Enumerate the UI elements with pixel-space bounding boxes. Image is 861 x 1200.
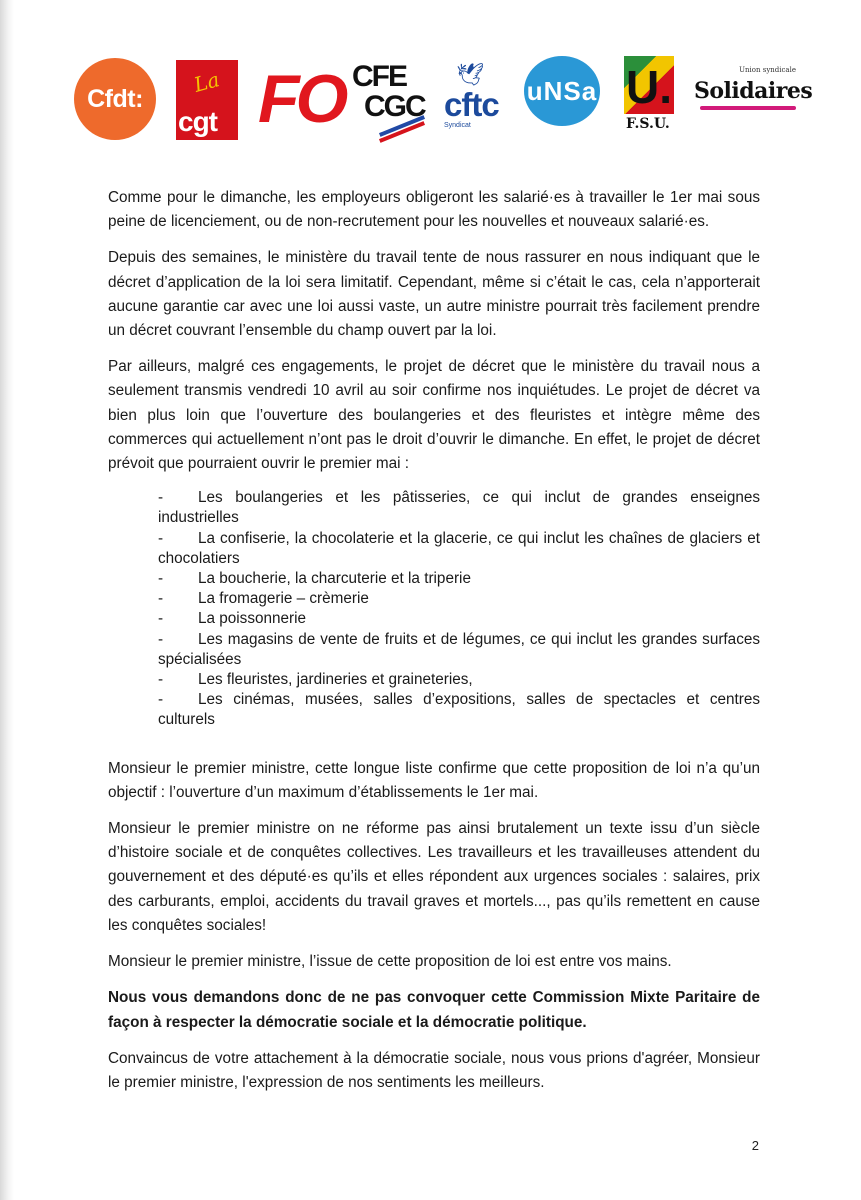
page-number: 2 — [751, 1138, 759, 1153]
paragraph-6: Monsieur le premier ministre, l’issue de cette proposition de loi est entre vos mains. — [108, 953, 672, 971]
list-dash: - — [158, 610, 164, 628]
dove-icon: 🕊 — [456, 62, 484, 87]
cftc-logo — [444, 60, 516, 140]
cfe-cgc-logo — [350, 54, 428, 134]
fsu-logo-mark: U. — [624, 56, 674, 114]
list-item — [158, 569, 760, 589]
demand-text: Nous vous demandons donc de ne pas convoquer cette Commission Mixte Paritaire de façon à respecter la démocratie sociale et la démocratie politique. — [108, 989, 760, 1031]
fsu-logo-text: F.S.U. — [626, 116, 670, 132]
cgt-logo-text: cgt — [178, 106, 217, 137]
cfdt-logo-text: Cfdt: — [87, 84, 143, 113]
union-logos-row — [72, 52, 813, 147]
cfe-logo-line2: CGC — [364, 90, 425, 123]
cfdt-logo — [74, 58, 156, 140]
solidaires-logo — [694, 66, 813, 126]
fsu-logo — [620, 56, 678, 140]
list-dash: - — [158, 671, 164, 689]
list-dash: - — [158, 691, 164, 709]
list-item — [158, 670, 760, 690]
list-item — [158, 609, 760, 629]
list-item — [158, 690, 760, 730]
list-dash: - — [158, 570, 164, 588]
unsa-logo-text: uNSa — [526, 75, 598, 106]
solidaires-logo-bar — [700, 106, 796, 110]
unsa-logo — [524, 56, 600, 126]
cgt-logo-la: La — [191, 67, 222, 97]
establishments-list — [158, 488, 760, 730]
list-dash: - — [158, 529, 164, 547]
list-item-text: Les boulangeries et les pâtisseries, ce qui inclut de grandes enseignes industrielles — [158, 489, 760, 527]
list-item — [158, 488, 760, 528]
paragraph-7-demand — [108, 986, 760, 1034]
list-item-text: La fromagerie – crèmerie — [198, 590, 369, 608]
paragraph-1: Comme pour le dimanche, les employeurs obligeront les salarié·es à travailler le 1er mai sous peine de licenciement, ou de non-recrutement pour les nouvelles et nouveaux salarié·es. — [108, 189, 760, 231]
list-dash: - — [158, 630, 164, 648]
cgt-logo — [176, 60, 238, 140]
list-item-text: La poissonnerie — [198, 610, 307, 628]
list-item-text: La confiserie, la chocolaterie et la glacerie, ce qui inclut les chaînes de glaciers et chocolatiers — [158, 529, 760, 567]
letter-body — [108, 186, 760, 1095]
solidaires-logo-text: Solidaires — [694, 78, 813, 104]
list-item — [158, 630, 760, 670]
fo-logo — [258, 56, 345, 142]
list-item-text: Les cinémas, musées, salles d’expositions, salles de spectacles et centres culturels — [158, 691, 760, 729]
paragraph-5: Monsieur le premier ministre on ne réforme pas ainsi brutalement un texte issu d’un siècle d’histoire sociale et de conquêtes collectives. Les travailleurs et les travailleuses attendent du gouvernement et des député·es qu’ils et elles répondent aux urgences sociales : salaires, prix des carburants, emploi, accidents du travail graves et mortels..., pas qu’ils remettent en cause les conquêtes sociales! — [108, 820, 760, 934]
page-edge — [0, 0, 14, 1200]
list-item-text: Les fleuristes, jardineries et graineteries, — [198, 671, 473, 689]
list-item-text: Les magasins de vente de fruits et de légumes, ce qui inclut les grandes surfaces spécialisées — [158, 630, 760, 668]
list-item-text: La boucherie, la charcuterie et la triperie — [198, 570, 471, 588]
list-dash: - — [158, 590, 164, 608]
cfe-logo-line1: CFE — [352, 60, 406, 93]
paragraph-2: Depuis des semaines, le ministère du travail tente de nous rassurer en nous indiquant que le décret d’application de la loi sera limitatif. Cependant, même si c’était le cas, cela n’apporterait aucune garantie car avec une loi aussi vaste, un autre ministre pourrait très facilement prendre un décret couvrant l’ensemble du champ ouvert par la loi. — [108, 249, 760, 340]
list-item — [158, 589, 760, 609]
paragraph-8-closing: Convaincus de votre attachement à la démocratie sociale, nous vous prions d'agréer, Monsieur le premier ministre, l'expression de nos sentiments les meilleurs. — [108, 1049, 760, 1091]
list-dash: - — [158, 489, 164, 507]
solidaires-logo-small: Union syndicale — [739, 66, 796, 74]
cftc-logo-small: Syndicat — [444, 122, 471, 129]
list-item — [158, 529, 760, 569]
fo-logo-text: FO — [258, 61, 345, 137]
paragraph-4: Monsieur le premier ministre, cette longue liste confirme que cette proposition de loi n’a qu’un objectif : l’ouverture d’un maximum d’établissements le 1er mai. — [108, 759, 760, 801]
paragraph-3: Par ailleurs, malgré ces engagements, le projet de décret que le ministère du travail nous a seulement transmis vendredi 10 avril au soir confirme nos inquiétudes. Le projet de décret va bien plus loin que l’ouverture des boulangeries et des fleuristes et intègre même des commerces qui actuellement n’ont pas le droit d’ouvrir le dimanche. En effet, le projet de décret prévoit que pourraient ouvrir le premier mai : — [108, 358, 760, 473]
cftc-logo-text: cftc — [444, 86, 499, 123]
